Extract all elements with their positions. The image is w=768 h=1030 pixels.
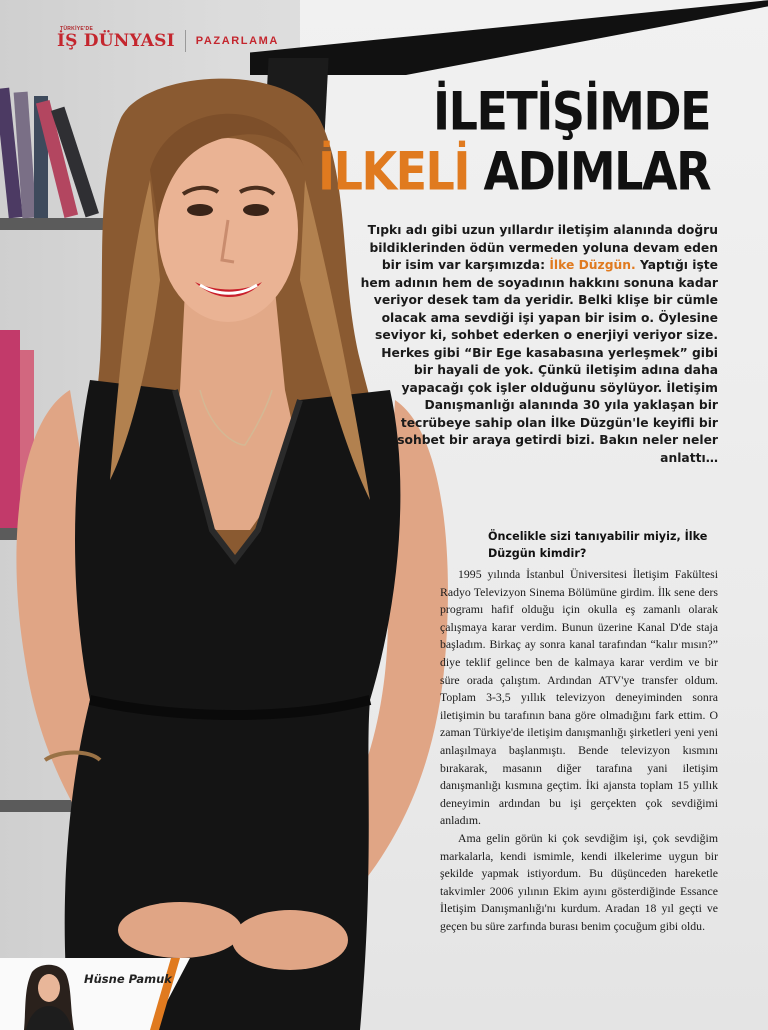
brand-tagline: TÜRKİYE'DE	[60, 26, 94, 32]
title-accent-word: İLKELİ	[318, 139, 469, 203]
answer-paragraph-1: 1995 yılında İstanbul Üniversitesi İletişim Fakültesi Radyo Televizyon Sinema Bölümüne girdim. İlk sene ders programı hafif olduğu için okulla eş zamanlı olarak çalışmaya karar verdim. Bunun üzerine Kanal D'de staja başladım. Birkaç ay sonra kanal tarafından “kalır mısın?” diye teklif gelince ben de kalmaya karar verdim ve bir süre orada çalıştım. Ardından ATV'ye transfer oldum. Toplam 3-3,5 yıllık televizyon deneyiminden sonra iletişimin bu tarafının bana göre olmadığını fark ettim. O zaman Türkiye'de iletişim danışmanlığı şirketleri yeni yeni anlaşılmaya başlanmıştı. Bende televizyon kısmını bırakarak, masanın diğer tarafına yani iletişim danışmanlığı kısmına geçtim. İki ajansta toplam 15 yıllık deneyimin ardından bu işi gerçekten çok sevdiğimi anladım.	[440, 567, 718, 828]
author-name: Hüsne Pamuk	[84, 972, 172, 986]
title-rest-word: ADIMLAR	[483, 139, 710, 203]
intro-text-end: Yaptığı işte hem adının hem de soyadının hakkını sonuna kadar veriyor desek tam da yeridir. Belki klişe bir cümle olacak ama sevdiği işi yapan bir isim o. Öylesine seviyor ki, sohbet ederken o enerjiyi veriyor size. Herkes gibi “Bir Ege kasabasına yerleşmek” gibi bir hayali de yok. Çünkü iletişim adına daha yapacağı çok işler olduğunu söylüyor. İletişim Danışmanlığı alanında 30 yıla yaklaşan bir tecrübeye sahip olan İlke Düzgün'le keyifli bir sohbet bir araya getirdi bizi. Bakın neler neler anlattı…	[360, 258, 718, 465]
article-intro	[360, 222, 718, 467]
interview-answer	[440, 566, 718, 935]
title-line-2	[318, 139, 710, 203]
brand-logo: İŞ DÜNYASI	[57, 31, 175, 51]
article-title	[318, 79, 710, 203]
title-line-1: İLETİŞİMDE	[433, 79, 710, 143]
brand-header	[57, 30, 279, 52]
intro-highlight-name: İlke Düzgün.	[549, 258, 636, 272]
brand-separator	[185, 30, 186, 52]
intro-text-start: Tıpkı adı gibi uzun yıllardır iletişim alanında doğru bildiklerinden ödün vermeden yoluna devam eden bir isim var karşımızda:	[367, 223, 718, 272]
author-box	[0, 958, 190, 1030]
section-label: PAZARLAMA	[195, 35, 279, 47]
author-avatar	[12, 964, 82, 1030]
portrait-photo	[0, 60, 470, 1030]
interview-question: Öncelikle sizi tanıyabilir miyiz, İlke Düzgün kimdir?	[488, 530, 708, 560]
answer-paragraph-2: Ama gelin görün ki çok sevdiğim işi, çok sevdiğim markalarla, kendi ismimle, kendi ilkelerime uygun bir şekilde yapmak istiyordum. Bu düşünceden hareketle takvimler 2006 yılının Ekim ayını gösterdiğinde Essance İletişim Danışmanlığı'nı kurdum. Aradan 18 yıl geçti ve geçen bu süre zarfında burası benim çocuğum gibi oldu.	[440, 830, 718, 933]
